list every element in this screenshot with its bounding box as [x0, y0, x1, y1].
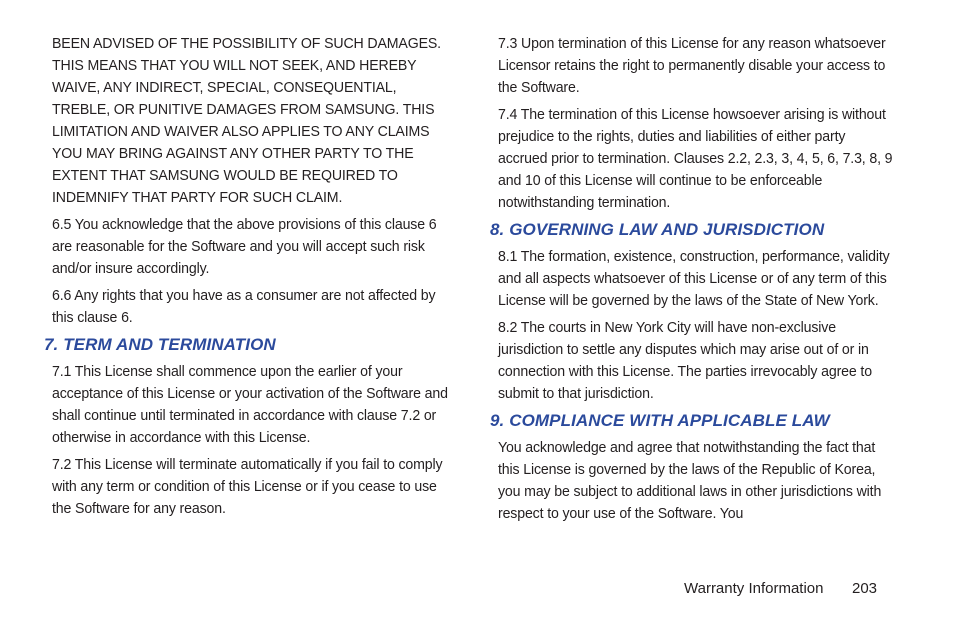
section-heading-governing-law: 8. GOVERNING LAW AND JURISDICTION: [490, 220, 825, 239]
limitation-paragraph: BEEN ADVISED OF THE POSSIBILITY OF SUCH DAMAGES. THIS MEANS THAT YOU WILL NOT SEEK, AND HEREBY WAIVE, ANY INDIRECT, SPECIAL, CONSEQUENTIAL, TREBLE, OR PUNITIVE DAMAGES FROM SAMSUNG. THIS LIMITATION AND WAIVER ALSO APPLIES TO ANY CLAIMS YOU MAY BRING AGAINST ANY OTHER PARTY TO THE EXTENT THAT SAMSUNG WOULD BE REQUIRED TO INDEMNIFY THAT PARTY FOR SUCH CLAIM.: [52, 36, 441, 206]
page-number: 203: [852, 580, 878, 597]
clause-6-5: 6.5 You acknowledge that the above provisions of this clause 6 are reasonable for the Software and you will accept such risk and/or insure accordingly.: [52, 217, 437, 277]
section-heading-term-termination: 7. TERM AND TERMINATION: [44, 335, 276, 354]
clause-7-1: 7.1 This License shall commence upon the earlier of your acceptance of this License or your activation of the Software and shall continue until terminated in accordance with clause 7.2 or otherwise in accordance with this License.: [52, 364, 448, 446]
clause-7-3: 7.3 Upon termination of this License for any reason whatsoever Licensor retains the right to permanently disable your access to the Software.: [498, 36, 886, 96]
page-footer: [684, 578, 878, 600]
footer-section-title: Warranty Information: [684, 580, 824, 597]
clause-7-2: 7.2 This License will terminate automatically if you fail to comply with any term or condition of this License or if you cease to use the Software for any reason.: [52, 457, 443, 517]
clause-8-2: 8.2 The courts in New York City will have non-exclusive jurisdiction to settle any disputes which may arise out of or in connection with this License. The parties irrevocably agree to submit to that jurisdiction.: [498, 320, 872, 402]
clause-8-1: 8.1 The formation, existence, construction, performance, validity and all aspects whatsoever of this License or of any term of this License will be governed by the laws of the State of New York.: [498, 249, 890, 309]
section-heading-compliance: 9. COMPLIANCE WITH APPLICABLE LAW: [490, 411, 830, 430]
clause-7-4: 7.4 The termination of this License howsoever arising is without prejudice to the rights, duties and liabilities of either party accrued prior to termination. Clauses 2.2, 2.3, 3, 4, 5, 6, 7.3, 8, 9 and 10 of this License will continue to be enforceable notwithstanding termination.: [498, 107, 893, 211]
compliance-paragraph: You acknowledge and agree that notwithstanding the fact that this License is governed by the laws of the Republic of Korea, you may be subject to additional laws in other jurisdictions with respect to your use of the Software. You: [498, 440, 882, 522]
left-column: [44, 33, 450, 525]
clause-6-6: 6.6 Any rights that you have as a consumer are not affected by this clause 6.: [52, 288, 436, 326]
right-column: [490, 33, 896, 530]
